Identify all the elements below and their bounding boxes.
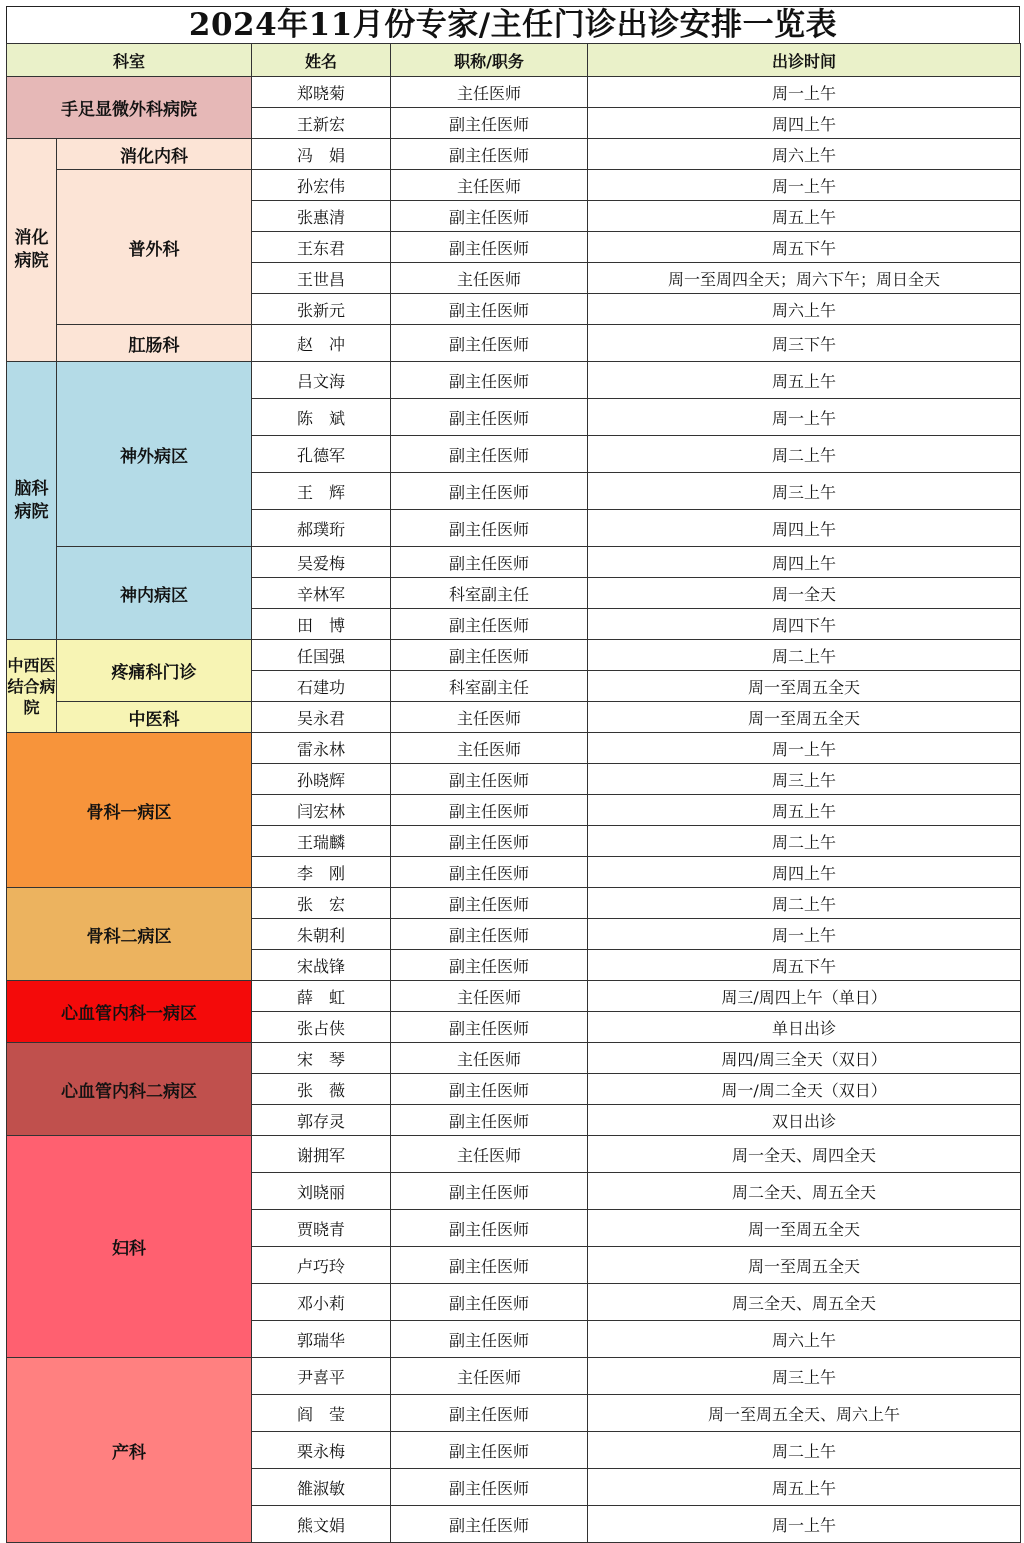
clinic-time: 周一全天、周四全天	[588, 1136, 1021, 1173]
doctor-title: 副主任医师	[391, 1173, 588, 1210]
doctor-name: 孙宏伟	[252, 170, 391, 201]
dept-cell-digest-anal: 肛肠科	[57, 325, 252, 362]
clinic-time: 周一至周五全天	[588, 1210, 1021, 1247]
doctor-title: 副主任医师	[391, 510, 588, 547]
clinic-time: 周一全天	[588, 578, 1021, 609]
header-title: 职称/职务	[391, 44, 588, 77]
table-row	[7, 981, 1021, 1012]
doctor-name: 尹喜平	[252, 1358, 391, 1395]
doctor-name: 田 博	[252, 609, 391, 640]
doctor-name: 阎 莹	[252, 1395, 391, 1432]
doctor-name: 闫宏林	[252, 795, 391, 826]
clinic-time: 周一至周五全天	[588, 1247, 1021, 1284]
doctor-name: 谢拥军	[252, 1136, 391, 1173]
clinic-time: 周四上午	[588, 547, 1021, 578]
doctor-title: 副主任医师	[391, 826, 588, 857]
doctor-title: 副主任医师	[391, 1247, 588, 1284]
doctor-name: 张占侠	[252, 1012, 391, 1043]
doctor-name: 雒淑敏	[252, 1469, 391, 1506]
clinic-time: 周一上午	[588, 733, 1021, 764]
dept-cell-tcm-cm: 中医科	[57, 702, 252, 733]
doctor-title: 副主任医师	[391, 1432, 588, 1469]
page-title: 2024年11月份专家/主任门诊出诊安排一览表	[6, 6, 1020, 43]
doctor-title: 副主任医师	[391, 108, 588, 139]
clinic-time: 周二上午	[588, 436, 1021, 473]
clinic-time: 周四下午	[588, 609, 1021, 640]
doctor-title: 副主任医师	[391, 795, 588, 826]
dept-cell-brain: 脑科病院	[7, 362, 57, 640]
doctor-title: 副主任医师	[391, 1105, 588, 1136]
doctor-title: 副主任医师	[391, 1210, 588, 1247]
doctor-title: 副主任医师	[391, 1469, 588, 1506]
dept-cell-ortho1: 骨科一病区	[7, 733, 252, 888]
header-time: 出诊时间	[588, 44, 1021, 77]
clinic-time: 周四上午	[588, 857, 1021, 888]
doctor-name: 吴爱梅	[252, 547, 391, 578]
clinic-time: 周一上午	[588, 1506, 1021, 1543]
table-row	[7, 325, 1021, 362]
clinic-time: 双日出诊	[588, 1105, 1021, 1136]
table-row	[7, 640, 1021, 671]
clinic-time: 周二上午	[588, 826, 1021, 857]
header-row	[7, 44, 1021, 77]
clinic-time: 周三上午	[588, 473, 1021, 510]
clinic-time: 周四上午	[588, 108, 1021, 139]
doctor-name: 栗永梅	[252, 1432, 391, 1469]
clinic-time: 周一上午	[588, 919, 1021, 950]
clinic-time: 周六上午	[588, 294, 1021, 325]
clinic-time: 周一上午	[588, 170, 1021, 201]
table-row	[7, 733, 1021, 764]
doctor-name: 石建功	[252, 671, 391, 702]
doctor-name: 王 辉	[252, 473, 391, 510]
doctor-title: 主任医师	[391, 981, 588, 1012]
doctor-title: 副主任医师	[391, 1284, 588, 1321]
doctor-name: 邓小莉	[252, 1284, 391, 1321]
clinic-time: 周一至周四全天；周六下午；周日全天	[588, 263, 1021, 294]
doctor-name: 吕文海	[252, 362, 391, 399]
clinic-time: 周三上午	[588, 1358, 1021, 1395]
clinic-time: 周三/周四上午（单日）	[588, 981, 1021, 1012]
doctor-name: 刘晓丽	[252, 1173, 391, 1210]
table-row	[7, 362, 1021, 399]
doctor-title: 副主任医师	[391, 201, 588, 232]
doctor-title: 副主任医师	[391, 950, 588, 981]
doctor-name: 郑晓菊	[252, 77, 391, 108]
doctor-title: 副主任医师	[391, 362, 588, 399]
doctor-title: 副主任医师	[391, 857, 588, 888]
table-row	[7, 1358, 1021, 1395]
table-row	[7, 702, 1021, 733]
doctor-title: 副主任医师	[391, 399, 588, 436]
clinic-time: 周二上午	[588, 1432, 1021, 1469]
dept-cell-gyn: 妇科	[7, 1136, 252, 1358]
doctor-name: 贾晓青	[252, 1210, 391, 1247]
doctor-name: 熊文娟	[252, 1506, 391, 1543]
doctor-name: 张新元	[252, 294, 391, 325]
clinic-time: 周二全天、周五全天	[588, 1173, 1021, 1210]
clinic-time: 周五上午	[588, 795, 1021, 826]
doctor-title: 副主任医师	[391, 1395, 588, 1432]
doctor-name: 张惠清	[252, 201, 391, 232]
dept-cell-digest-gs: 普外科	[57, 170, 252, 325]
dept-cell-obs: 产科	[7, 1358, 252, 1543]
dept-cell-digest: 消化病院	[7, 139, 57, 362]
clinic-time: 周五下午	[588, 950, 1021, 981]
table-row	[7, 547, 1021, 578]
doctor-title: 副主任医师	[391, 640, 588, 671]
doctor-name: 张 薇	[252, 1074, 391, 1105]
doctor-title: 主任医师	[391, 733, 588, 764]
doctor-title: 副主任医师	[391, 325, 588, 362]
doctor-name: 宋战锋	[252, 950, 391, 981]
clinic-time: 周二上午	[588, 888, 1021, 919]
doctor-name: 王世昌	[252, 263, 391, 294]
doctor-title: 主任医师	[391, 1136, 588, 1173]
doctor-name: 王东君	[252, 232, 391, 263]
doctor-title: 副主任医师	[391, 764, 588, 795]
dept-cell-brain-ns: 神外病区	[57, 362, 252, 547]
doctor-title: 副主任医师	[391, 888, 588, 919]
clinic-time: 周一至周五全天	[588, 671, 1021, 702]
doctor-name: 孔德军	[252, 436, 391, 473]
clinic-time: 周六上午	[588, 1321, 1021, 1358]
header-dept: 科室	[7, 44, 252, 77]
clinic-time: 周二上午	[588, 640, 1021, 671]
doctor-name: 王瑞麟	[252, 826, 391, 857]
doctor-title: 主任医师	[391, 1358, 588, 1395]
clinic-time: 周三全天、周五全天	[588, 1284, 1021, 1321]
doctor-name: 陈 斌	[252, 399, 391, 436]
dept-cell-cardio2: 心血管内科二病区	[7, 1043, 252, 1136]
clinic-time: 周一至周五全天	[588, 702, 1021, 733]
schedule-table	[6, 43, 1021, 1543]
clinic-time: 周五下午	[588, 232, 1021, 263]
doctor-name: 吴永君	[252, 702, 391, 733]
table-row	[7, 888, 1021, 919]
doctor-name: 任国强	[252, 640, 391, 671]
doctor-name: 孙晓辉	[252, 764, 391, 795]
doctor-title: 主任医师	[391, 702, 588, 733]
doctor-title: 副主任医师	[391, 919, 588, 950]
doctor-name: 张 宏	[252, 888, 391, 919]
doctor-title: 主任医师	[391, 1043, 588, 1074]
table-row	[7, 170, 1021, 201]
doctor-title: 科室副主任	[391, 671, 588, 702]
schedule-sheet	[6, 6, 1020, 1543]
clinic-time: 周五上午	[588, 201, 1021, 232]
table-row	[7, 1136, 1021, 1173]
doctor-name: 王新宏	[252, 108, 391, 139]
doctor-title: 副主任医师	[391, 473, 588, 510]
clinic-time: 周一上午	[588, 399, 1021, 436]
clinic-time: 周四/周三全天（双日）	[588, 1043, 1021, 1074]
doctor-title: 副主任医师	[391, 1012, 588, 1043]
clinic-time: 周三上午	[588, 764, 1021, 795]
clinic-time: 周五上午	[588, 362, 1021, 399]
dept-cell-tcm-pain: 疼痛科门诊	[57, 640, 252, 702]
doctor-name: 郭存灵	[252, 1105, 391, 1136]
clinic-time: 周一至周五全天、周六上午	[588, 1395, 1021, 1432]
table-row	[7, 77, 1021, 108]
doctor-title: 主任医师	[391, 263, 588, 294]
dept-cell-tcm: 中西医结合病院	[7, 640, 57, 733]
doctor-name: 冯 娟	[252, 139, 391, 170]
doctor-title: 副主任医师	[391, 547, 588, 578]
dept-cell-ortho2: 骨科二病区	[7, 888, 252, 981]
doctor-name: 卢巧玲	[252, 1247, 391, 1284]
clinic-time: 周五上午	[588, 1469, 1021, 1506]
dept-cell-hand: 手足显微外科病院	[7, 77, 252, 139]
doctor-name: 郝璞珩	[252, 510, 391, 547]
doctor-title: 科室副主任	[391, 578, 588, 609]
doctor-name: 李 刚	[252, 857, 391, 888]
clinic-time: 周三下午	[588, 325, 1021, 362]
doctor-name: 薛 虹	[252, 981, 391, 1012]
clinic-time: 周一上午	[588, 77, 1021, 108]
doctor-title: 副主任医师	[391, 139, 588, 170]
doctor-title: 副主任医师	[391, 1074, 588, 1105]
doctor-title: 副主任医师	[391, 294, 588, 325]
doctor-name: 宋 琴	[252, 1043, 391, 1074]
doctor-name: 朱朝利	[252, 919, 391, 950]
doctor-title: 副主任医师	[391, 1506, 588, 1543]
doctor-title: 主任医师	[391, 77, 588, 108]
doctor-name: 赵 冲	[252, 325, 391, 362]
dept-cell-cardio1: 心血管内科一病区	[7, 981, 252, 1043]
clinic-time: 周一/周二全天（双日）	[588, 1074, 1021, 1105]
clinic-time: 周六上午	[588, 139, 1021, 170]
doctor-name: 雷永林	[252, 733, 391, 764]
table-row	[7, 1043, 1021, 1074]
header-name: 姓名	[252, 44, 391, 77]
doctor-title: 副主任医师	[391, 609, 588, 640]
doctor-title: 副主任医师	[391, 436, 588, 473]
doctor-title: 副主任医师	[391, 232, 588, 263]
clinic-time: 周四上午	[588, 510, 1021, 547]
clinic-time: 单日出诊	[588, 1012, 1021, 1043]
table-row	[7, 139, 1021, 170]
doctor-name: 郭瑞华	[252, 1321, 391, 1358]
dept-cell-digest-gi: 消化内科	[57, 139, 252, 170]
doctor-title: 主任医师	[391, 170, 588, 201]
doctor-title: 副主任医师	[391, 1321, 588, 1358]
doctor-name: 辛林军	[252, 578, 391, 609]
dept-cell-brain-nm: 神内病区	[57, 547, 252, 640]
